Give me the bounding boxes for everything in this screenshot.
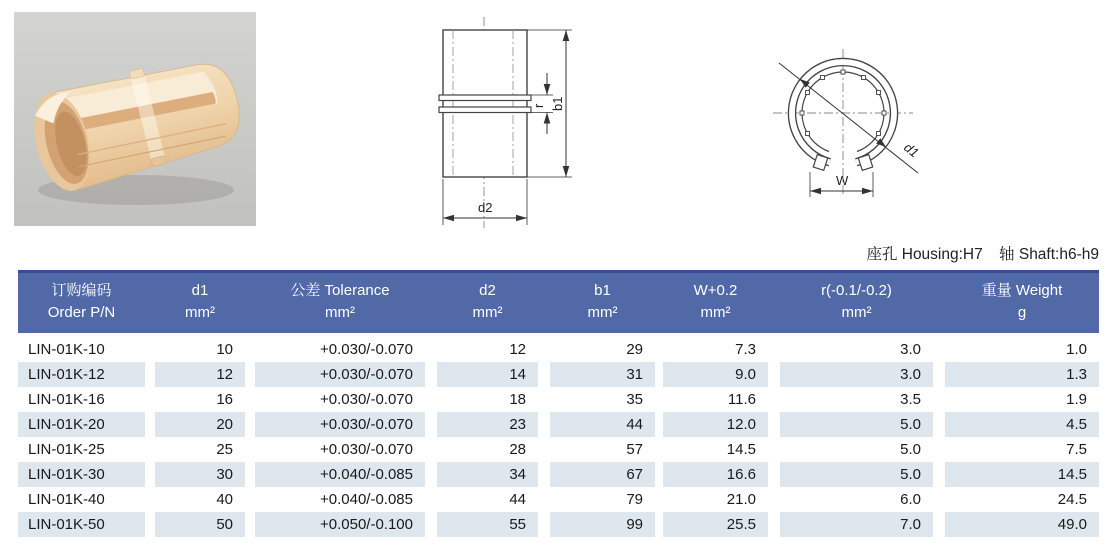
table-cell: +0.030/-0.070 [255,362,425,387]
order-pn-cell: LIN-01K-20 [18,412,145,437]
col-header-d1: d1 mm² [185,281,215,321]
fit-note-housing: 座孔 Housing:H7 [866,246,983,263]
table-cell: 3.0 [780,362,933,387]
table-cell: 14 [437,362,538,387]
table-cell: 44 [509,491,526,508]
table-cell: 29 [626,341,643,358]
order-pn-cell: LIN-01K-25 [28,441,105,458]
table-cell: 12.0 [663,412,768,437]
dim-label-d1: d1 [901,139,922,161]
table-cell: 3.5 [900,391,921,408]
table-cell: 10 [216,341,233,358]
dim-label-w: W [836,173,849,188]
col-header-b1: b1 mm² [587,281,618,321]
table-cell: 40 [216,491,233,508]
col-header-r: r(-0.1/-0.2) mm² [821,281,892,321]
product-photo [14,12,256,226]
col-header-weight: 重量 Weight g [981,281,1063,321]
table-cell: 25.5 [663,512,768,537]
order-pn-cell: LIN-01K-30 [18,462,145,487]
table-cell: 1.9 [1066,391,1087,408]
front-view-drawing [765,45,935,215]
spec-table [18,270,1099,537]
table-cell: 21.0 [726,491,756,508]
table-cell: 1.3 [945,362,1099,387]
table-cell: 23 [437,412,538,437]
table-cell: 31 [550,362,655,387]
table-cell: 44 [550,412,655,437]
table-cell: 16 [216,391,233,408]
table-cell: 12 [155,362,245,387]
table-cell: 24.5 [1057,491,1087,508]
dim-label-d2: d2 [478,200,493,215]
table-cell: 20 [155,412,245,437]
table-cell: 6.0 [900,491,921,508]
table-cell: 49.0 [945,512,1099,537]
table-cell: 12 [509,341,526,358]
table-cell: +0.030/-0.070 [255,412,425,437]
groove-ring [439,95,531,101]
cylinder-body [443,30,527,177]
table-cell: 57 [626,441,643,458]
fit-note-shaft: 轴 Shaft:h6-h9 [999,246,1099,263]
table-cell: +0.050/-0.100 [255,512,425,537]
order-pn-cell: LIN-01K-12 [18,362,145,387]
table-cell: +0.030/-0.070 [320,341,413,358]
groove-ring [439,107,531,113]
table-cell: 34 [437,462,538,487]
table-cell: 28 [509,441,526,458]
table-cell: 5.0 [900,441,921,458]
table-cell: 4.5 [945,412,1099,437]
col-header-tolerance: 公差 Tolerance mm² [290,281,390,321]
col-header-d2: d2 mm² [472,281,503,321]
table-cell: 18 [509,391,526,408]
table-cell: 79 [626,491,643,508]
table-cell: 99 [550,512,655,537]
table-cell: 67 [550,462,655,487]
table-cell: +0.030/-0.070 [320,441,413,458]
table-cell: 5.0 [780,412,933,437]
table-cell: 14.5 [726,441,756,458]
table-cell: 5.0 [780,462,933,487]
table-cell: 14.5 [945,462,1099,487]
dim-label-r: r [531,103,546,108]
table-cell: 50 [155,512,245,537]
table-cell: 16.6 [663,462,768,487]
table-cell: 11.6 [727,391,756,408]
col-header-order-pn: 订购编码 Order P/N [47,281,116,321]
table-cell: +0.030/-0.070 [320,391,413,408]
table-cell: 35 [626,391,643,408]
side-view-drawing [425,15,585,230]
order-pn-cell: LIN-01K-16 [28,391,105,408]
table-cell: 7.5 [1066,441,1087,458]
table-cell: +0.040/-0.085 [320,491,413,508]
table-cell: +0.040/-0.085 [255,462,425,487]
fit-note [854,242,1099,264]
col-header-w: W+0.2 mm² [693,281,738,321]
table-cell: 55 [437,512,538,537]
table-cell: 30 [155,462,245,487]
table-cell: 25 [216,441,233,458]
table-cell: 1.0 [1066,341,1087,358]
product-photo-image [14,12,256,226]
table-cell: 3.0 [900,341,921,358]
order-pn-cell: LIN-01K-40 [28,491,105,508]
table-cell: 7.0 [780,512,933,537]
table-cell: 7.3 [735,341,756,358]
table-cell: 9.0 [663,362,768,387]
order-pn-cell: LIN-01K-10 [28,341,105,358]
order-pn-cell: LIN-01K-50 [18,512,145,537]
dim-label-b1: b1 [550,96,565,111]
